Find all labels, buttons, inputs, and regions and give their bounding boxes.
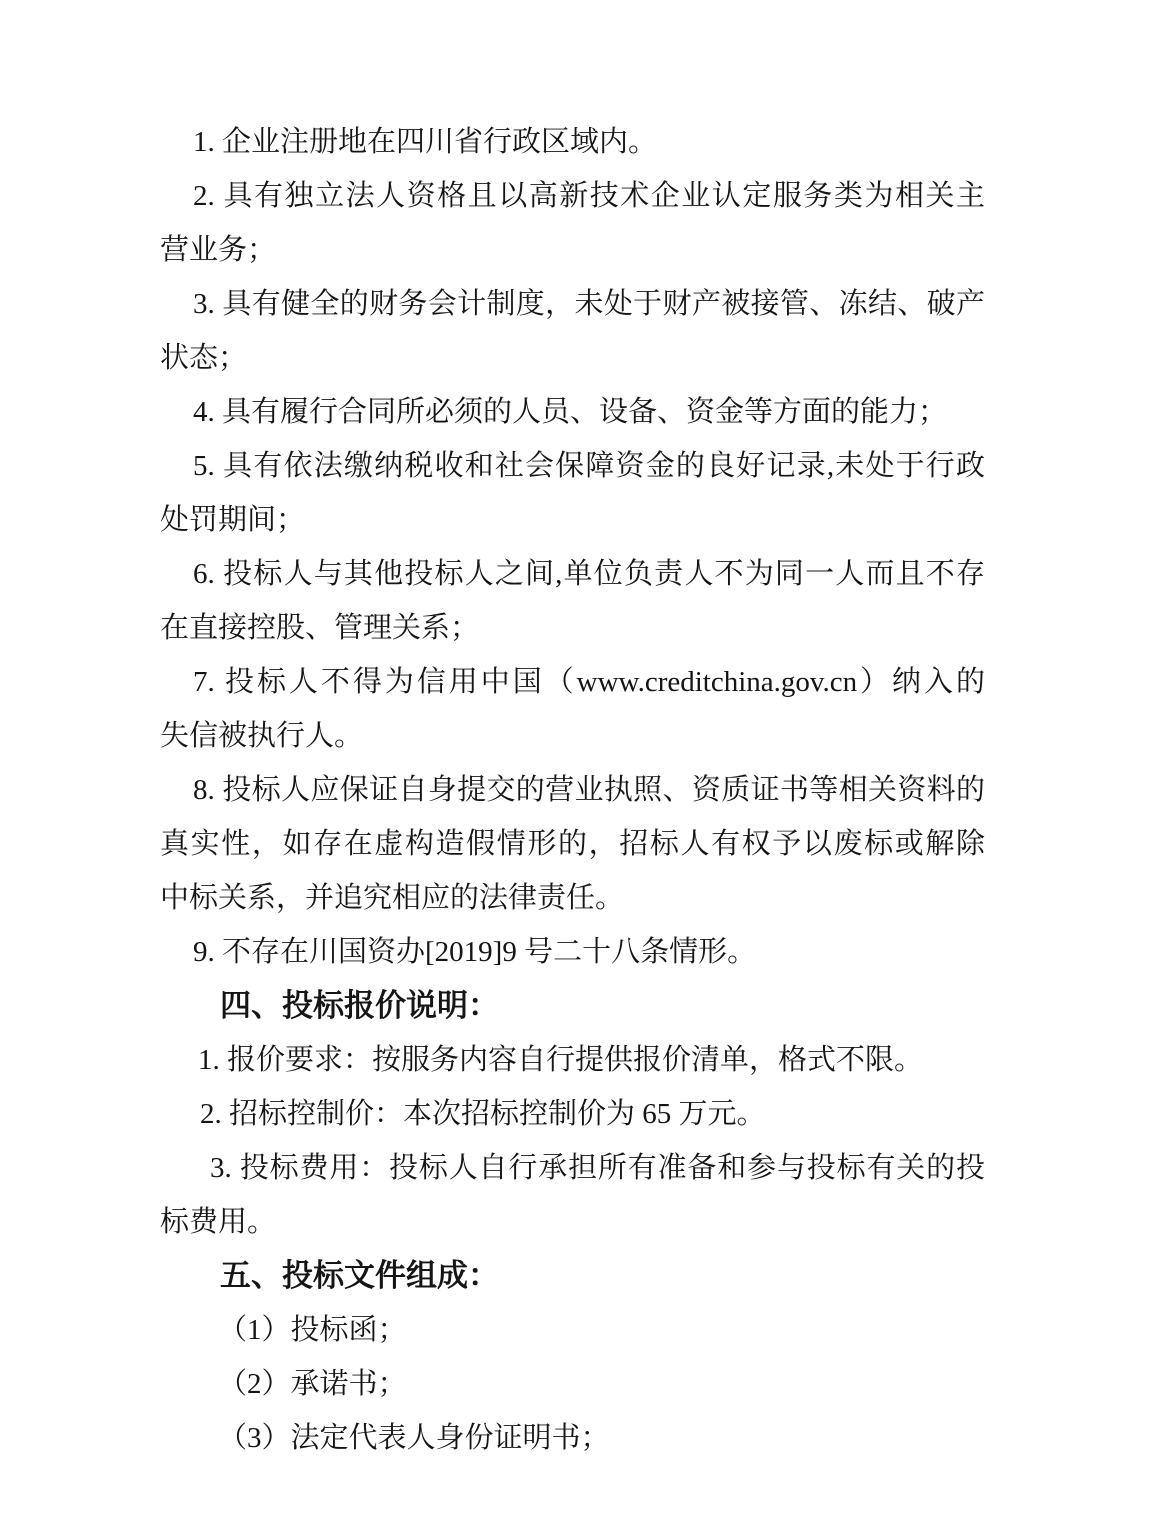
price-item-1: 1. 报价要求：按服务内容自行提供报价清单，格式不限。	[198, 1044, 924, 1076]
qualification-item-3-line-1: 3. 具有健全的财务会计制度，未处于财产被接管、冻结、破产	[193, 288, 985, 320]
qualification-item-6-line-1: 6. 投标人与其他投标人之间,单位负责人不为同一人而且不存	[193, 558, 985, 590]
price-item-3-line-1: 3. 投标费用：投标人自行承担所有准备和参与投标有关的投	[210, 1152, 985, 1184]
qualification-item-4: 4. 具有履行合同所必须的人员、设备、资金等方面的能力；	[193, 396, 948, 428]
doc-component-2: （2）承诺书；	[218, 1368, 407, 1400]
qualification-item-9: 9. 不存在川国资办[2019]9 号二十八条情形。	[193, 936, 757, 968]
qualification-item-8-line-1: 8. 投标人应保证自身提交的营业执照、资质证书等相关资料的	[193, 774, 985, 806]
qualification-item-5-line-2: 处罚期间；	[160, 504, 306, 536]
doc-component-1: （1）投标函；	[218, 1314, 407, 1346]
price-item-3-line-2: 标费用。	[160, 1206, 277, 1238]
section-4-heading: 四、投标报价说明：	[220, 988, 499, 1023]
qualification-item-1: 1. 企业注册地在四川省行政区域内。	[193, 126, 658, 158]
qualification-item-2-line-2: 营业务；	[160, 234, 277, 266]
qualification-item-3-line-2: 状态；	[160, 342, 248, 374]
qualification-item-8-line-2: 真实性，如存在虚构造假情形的，招标人有权予以废标或解除	[160, 828, 985, 860]
qualification-item-7-line-2: 失信被执行人。	[160, 720, 364, 752]
price-item-2: 2. 招标控制价：本次招标控制价为 65 万元。	[200, 1098, 766, 1130]
qualification-item-2-line-1: 2. 具有独立法人资格且以高新技术企业认定服务类为相关主	[193, 180, 985, 212]
qualification-item-7-line-1: 7. 投标人不得为信用中国（www.creditchina.gov.cn）纳入的	[193, 666, 985, 698]
qualification-item-5-line-1: 5. 具有依法缴纳税收和社会保障资金的良好记录,未处于行政	[193, 450, 985, 482]
qualification-item-6-line-2: 在直接控股、管理关系；	[160, 612, 480, 644]
qualification-item-8-line-3: 中标关系，并追究相应的法律责任。	[160, 882, 625, 914]
doc-component-3: （3）法定代表人身份证明书；	[218, 1422, 610, 1454]
section-5-heading: 五、投标文件组成：	[220, 1258, 499, 1293]
